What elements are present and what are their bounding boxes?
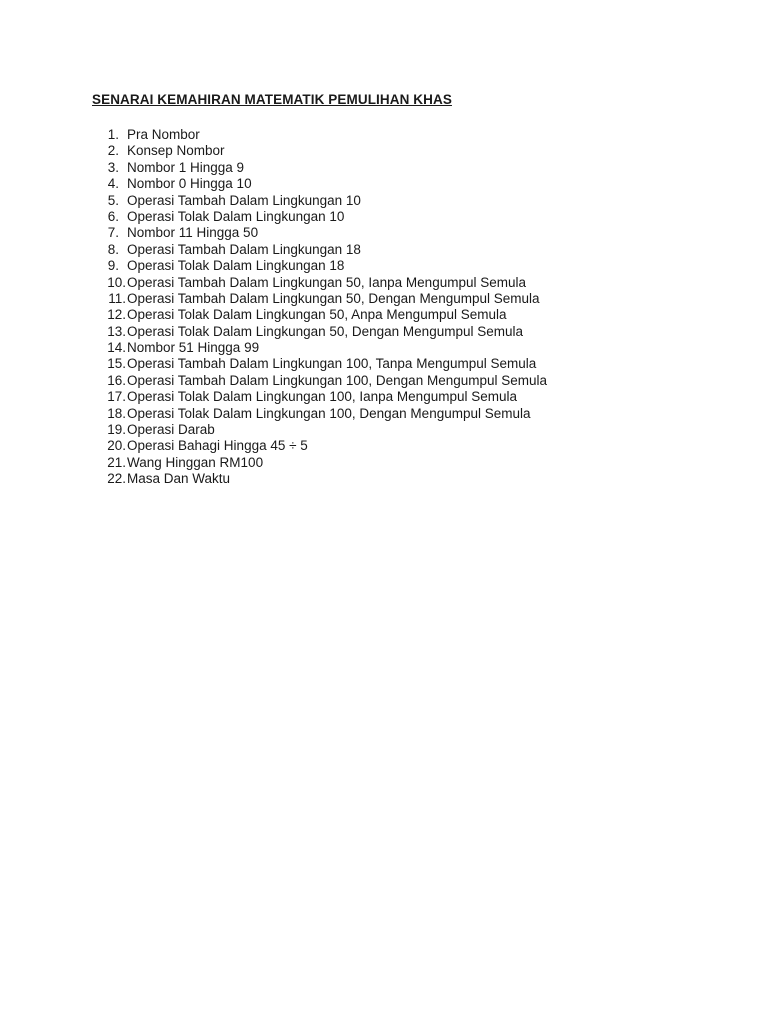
list-item [92,291,547,307]
list-item [92,275,547,291]
item-text: Operasi Tolak Dalam Lingkungan 100, Dengan Mengumpul Semula [127,405,531,421]
item-number: 12. [107,307,126,323]
list-item [92,143,547,159]
item-number: 13. [107,323,126,339]
list-item [92,373,547,389]
item-text: Konsep Nombor [127,143,225,159]
item-text: Operasi Tolak Dalam Lingkungan 50, Anpa Mengumpul Semula [127,307,507,323]
item-number: 16. [107,372,126,388]
list-item [92,389,547,405]
list-item [92,406,547,422]
item-number: 1. [107,127,119,142]
item-text: Pra Nombor [127,127,200,142]
item-number: 9. [107,258,119,274]
item-number: 22. [107,471,126,487]
item-text: Nombor 51 Hingga 99 [127,340,260,356]
item-number: 11. [108,290,126,306]
list-item [92,127,547,143]
list-item [92,258,547,274]
item-number: 15. [107,356,126,372]
item-text: Operasi Bahagi Hingga 45 ÷ 5 [127,438,308,454]
item-text: Operasi Tolak Dalam Lingkungan 50, Dengan Mengumpul Semula [127,323,523,339]
item-text: Operasi Tambah Dalam Lingkungan 50, Ianpa Mengumpul Semula [127,274,526,290]
item-text: Nombor 11 Hingga 50 [127,225,259,241]
list-item [92,193,547,209]
item-text: Nombor 0 Hingga 10 [127,176,252,192]
list-item [92,422,547,438]
item-number: 10. [107,274,126,290]
document-title: SENARAI KEMAHIRAN MATEMATIK PEMULIHAN KHAS [92,92,452,107]
item-text: Operasi Tambah Dalam Lingkungan 18 [127,241,361,257]
item-number: 20. [107,438,126,454]
list-item [92,356,547,372]
item-text: Operasi Darab [127,422,215,438]
item-number: 5. [107,192,119,208]
item-number: 7. [107,225,119,241]
item-text: Nombor 1 Hingga 9 [127,159,245,175]
list-item [92,438,547,454]
item-number: 18. [107,405,126,421]
list-item [92,324,547,340]
list-item [92,160,547,176]
item-number: 4. [107,176,119,192]
list-item [92,340,547,356]
item-number: 2. [107,143,119,159]
item-text: Operasi Tambah Dalam Lingkungan 100, Dengan Mengumpul Semula [127,372,548,388]
item-text: Operasi Tolak Dalam Lingkungan 18 [127,258,345,274]
item-text: Masa Dan Waktu [127,471,231,487]
list-item [92,455,547,471]
item-text: Operasi Tambah Dalam Lingkungan 50, Dengan Mengumpul Semula [127,290,540,306]
item-number: 17. [107,389,126,405]
list-item [92,471,547,487]
list-item [92,225,547,241]
item-text: Operasi Tambah Dalam Lingkungan 100, Tanpa Mengumpul Semula [127,356,537,372]
item-number: 8. [107,241,119,257]
item-number: 21. [107,454,126,470]
item-number: 19. [107,422,126,438]
item-number: 14. [107,340,126,356]
item-number: 3. [107,159,119,175]
item-text: Wang Hinggan RM100 [127,454,264,470]
list-item [92,242,547,258]
skill-list [92,127,547,488]
item-text: Operasi Tolak Dalam Lingkungan 100, Ianpa Mengumpul Semula [127,389,517,405]
item-text: Operasi Tolak Dalam Lingkungan 10 [127,208,345,224]
list-item [92,307,547,323]
item-text: Operasi Tambah Dalam Lingkungan 10 [127,192,361,208]
item-number: 6. [107,208,119,224]
list-item [92,176,547,192]
list-item [92,209,547,225]
